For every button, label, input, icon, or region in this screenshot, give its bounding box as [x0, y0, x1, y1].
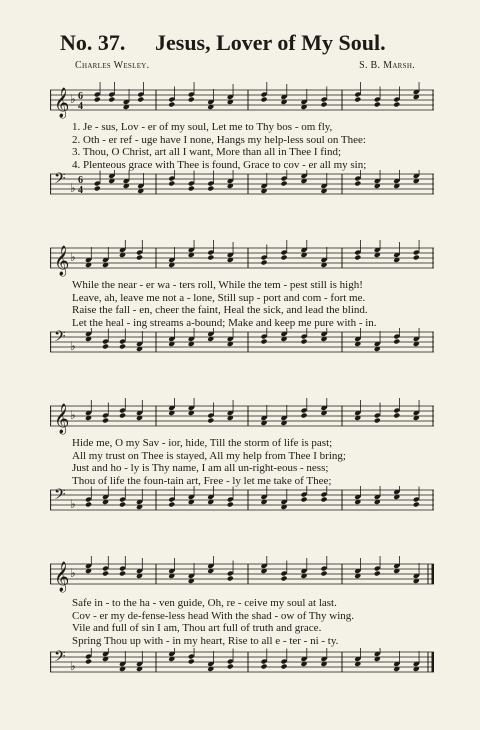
note-icon	[320, 328, 327, 342]
verse-line-3: 3. Thou, O Christ, art all I want, More than all in Thee I find;	[72, 146, 342, 159]
note-icon	[413, 651, 420, 672]
note-icon	[413, 82, 420, 100]
note-icon	[168, 328, 175, 347]
note-icon	[374, 648, 381, 662]
note-icon	[300, 398, 307, 418]
note-icon	[413, 240, 420, 260]
note-icon	[300, 170, 307, 184]
bass-clef-icon: 𝄢	[54, 328, 66, 349]
treble-clef-icon: 𝄞	[54, 88, 70, 118]
note-icon	[168, 558, 175, 579]
time-signature-bottom: 4	[78, 185, 83, 196]
note-icon	[374, 170, 381, 189]
note-icon	[260, 82, 267, 102]
note-icon	[260, 556, 267, 574]
treble-staff	[50, 398, 434, 438]
note-icon	[207, 89, 214, 110]
note-icon	[188, 240, 195, 258]
flat-icon: ♭	[70, 659, 76, 673]
music-system-3	[50, 398, 434, 518]
note-icon	[280, 405, 287, 426]
verse-line-1: While the near - er wa - ters roll, While the tem - pest still is high!	[72, 279, 363, 291]
note-icon	[136, 651, 143, 672]
treble-staff	[50, 556, 434, 596]
note-icon	[137, 82, 144, 102]
verse-line-1: Safe in - to the ha - ven guide, Oh, re - ceive my soul at last.	[72, 597, 337, 609]
credits-line	[75, 60, 415, 76]
note-icon	[260, 486, 267, 505]
flat-icon: ♭	[70, 408, 76, 422]
flat-icon: ♭	[70, 250, 76, 264]
time-signature-bottom: 4	[78, 101, 83, 112]
note-icon	[188, 398, 195, 416]
note-icon	[85, 648, 92, 664]
music-system-2	[50, 240, 434, 360]
verse-line-1: 1. Je - sus, Lov - er of my soul, Let me to Thy bos - om fly,	[72, 121, 333, 133]
note-icon	[280, 489, 287, 510]
flat-icon: ♭	[70, 566, 76, 580]
note-icon	[374, 331, 381, 352]
author-credit: Charles Wesley.	[75, 60, 150, 71]
note-icon	[320, 648, 327, 667]
note-icon	[102, 556, 109, 576]
note-icon	[188, 486, 195, 505]
note-icon	[227, 170, 234, 189]
bass-staff	[50, 328, 434, 360]
note-icon	[102, 648, 109, 662]
flat-icon: ♭	[70, 92, 76, 106]
note-icon	[300, 558, 307, 579]
note-icon	[393, 486, 400, 500]
verse-line-4: Thou of life the foun-tain art, Free - ly let me take of Thee;	[72, 474, 332, 487]
note-icon	[320, 486, 327, 502]
verse-line-2: 2. Oth - er ref - uge have I none, Hangs my help-less soul on Thee:	[72, 133, 366, 146]
verse-line-4: Let the heal - ing streams a-bound; Make and keep me pure with - in.	[72, 316, 377, 329]
hymn-title: Jesus, Lover of My Soul.	[155, 30, 386, 55]
note-icon	[413, 328, 420, 347]
note-icon	[102, 247, 109, 268]
note-icon	[413, 563, 420, 584]
verse-line-3: Raise the fall - en, cheer the faint, Heal the sick, and lead the blind.	[72, 304, 368, 317]
note-icon	[280, 84, 287, 105]
note-icon	[168, 247, 175, 268]
note-icon	[102, 486, 109, 505]
note-icon	[300, 648, 307, 667]
note-icon	[227, 400, 234, 421]
note-icon	[320, 556, 327, 576]
hymn-header	[60, 30, 430, 60]
note-icon	[227, 84, 234, 105]
composer-credit: S. B. Marsh.	[359, 60, 415, 71]
verse-line-1: Hide me, O my Sav - ior, hide, Till the storm of life is past;	[72, 437, 333, 449]
note-icon	[320, 173, 327, 194]
note-icon	[108, 170, 115, 184]
note-icon	[207, 556, 214, 574]
note-icon	[108, 82, 115, 102]
verse-line-2: All my trust on Thee is stayed, All my help from Thee I bring;	[72, 449, 346, 462]
note-icon	[119, 556, 126, 576]
flat-icon: ♭	[70, 181, 76, 195]
note-icon	[300, 240, 307, 258]
note-icon	[413, 170, 420, 184]
treble-clef-icon: 𝄞	[54, 246, 70, 276]
note-icon	[136, 558, 143, 579]
verse-block	[72, 279, 434, 329]
note-icon	[188, 82, 195, 102]
note-icon	[136, 240, 143, 260]
note-icon	[374, 486, 381, 505]
note-icon	[393, 328, 400, 344]
note-icon	[137, 173, 144, 194]
flat-icon: ♭	[70, 339, 76, 353]
bass-clef-icon: 𝄢	[54, 486, 66, 507]
note-icon	[280, 170, 287, 186]
note-icon	[354, 486, 361, 505]
note-icon	[207, 328, 214, 342]
note-icon	[300, 486, 307, 502]
note-icon	[123, 170, 130, 189]
note-icon	[354, 82, 361, 102]
note-icon	[393, 398, 400, 418]
bass-staff	[50, 648, 434, 680]
staff-lines	[50, 490, 434, 510]
note-icon	[354, 558, 361, 579]
note-icon	[280, 240, 287, 260]
note-icon	[300, 328, 307, 344]
treble-clef-icon: 𝄞	[54, 404, 70, 434]
flat-icon: ♭	[70, 497, 76, 511]
note-icon	[94, 82, 101, 102]
note-icon	[85, 556, 92, 574]
note-icon	[300, 89, 307, 110]
verse-block	[72, 597, 434, 647]
music-system-4	[50, 556, 434, 682]
note-icon	[354, 648, 361, 667]
note-icon	[168, 170, 175, 186]
verse-line-4: 4. Plenteous grace with Thee is found, Grace to cov - er all my sin;	[72, 158, 367, 171]
note-icon	[207, 651, 214, 672]
bass-staff	[50, 486, 434, 518]
hymn-number: No. 37.	[60, 30, 126, 55]
note-icon	[374, 240, 381, 258]
verse-block	[72, 121, 434, 171]
note-icon	[280, 328, 287, 342]
note-icon	[320, 247, 327, 268]
note-icon	[168, 398, 175, 416]
treble-clef-icon: 𝄞	[54, 562, 70, 592]
note-icon	[227, 328, 234, 347]
bass-staff	[50, 170, 434, 202]
verse-line-4: Spring Thou up with - in my heart, Rise to all e - ter - ni - ty.	[72, 634, 339, 647]
verse-line-2: Cov - er my de-fense-less head With the shad - ow of Thy wing.	[72, 609, 355, 622]
note-icon	[188, 563, 195, 584]
note-icon	[136, 489, 143, 510]
treble-staff	[50, 82, 434, 122]
note-icon	[260, 173, 267, 194]
note-icon	[119, 398, 126, 418]
time-signature-top: 6	[78, 175, 83, 186]
note-icon	[393, 651, 400, 672]
note-icon	[207, 486, 214, 505]
note-icon	[188, 648, 195, 664]
staff-lines	[50, 174, 434, 194]
note-icon	[374, 556, 381, 576]
note-icon	[354, 170, 361, 186]
note-icon	[393, 242, 400, 263]
note-icon	[119, 651, 126, 672]
note-icon	[354, 328, 361, 347]
note-icon	[354, 240, 361, 260]
note-icon	[123, 89, 130, 110]
note-icon	[320, 398, 327, 416]
note-icon	[393, 170, 400, 189]
treble-staff	[50, 240, 434, 280]
verse-line-2: Leave, ah, leave me not a - lone, Still sup - port and com - fort me.	[72, 291, 366, 304]
note-icon	[136, 400, 143, 421]
note-icon	[85, 328, 92, 342]
verse-line-3: Just and ho - ly is Thy name, I am all un-right-eous - ness;	[72, 462, 329, 475]
note-icon	[354, 400, 361, 421]
note-icon	[227, 242, 234, 263]
note-icon	[260, 405, 267, 426]
note-icon	[260, 328, 267, 344]
bass-clef-icon: 𝄢	[54, 170, 66, 191]
note-icon	[207, 240, 214, 260]
music-system-1	[50, 82, 434, 202]
bass-clef-icon: 𝄢	[54, 648, 66, 669]
note-icon	[85, 400, 92, 421]
note-icon	[413, 400, 420, 421]
note-icon	[136, 331, 143, 352]
note-icon	[393, 556, 400, 574]
note-icon	[85, 247, 92, 268]
note-icon	[119, 240, 126, 258]
verse-line-3: Vile and full of sin I am, Thou art full of truth and grace.	[72, 622, 322, 635]
time-signature-top: 6	[78, 91, 83, 102]
note-icon	[188, 328, 195, 347]
verse-block	[72, 437, 434, 487]
note-icon	[168, 648, 175, 662]
